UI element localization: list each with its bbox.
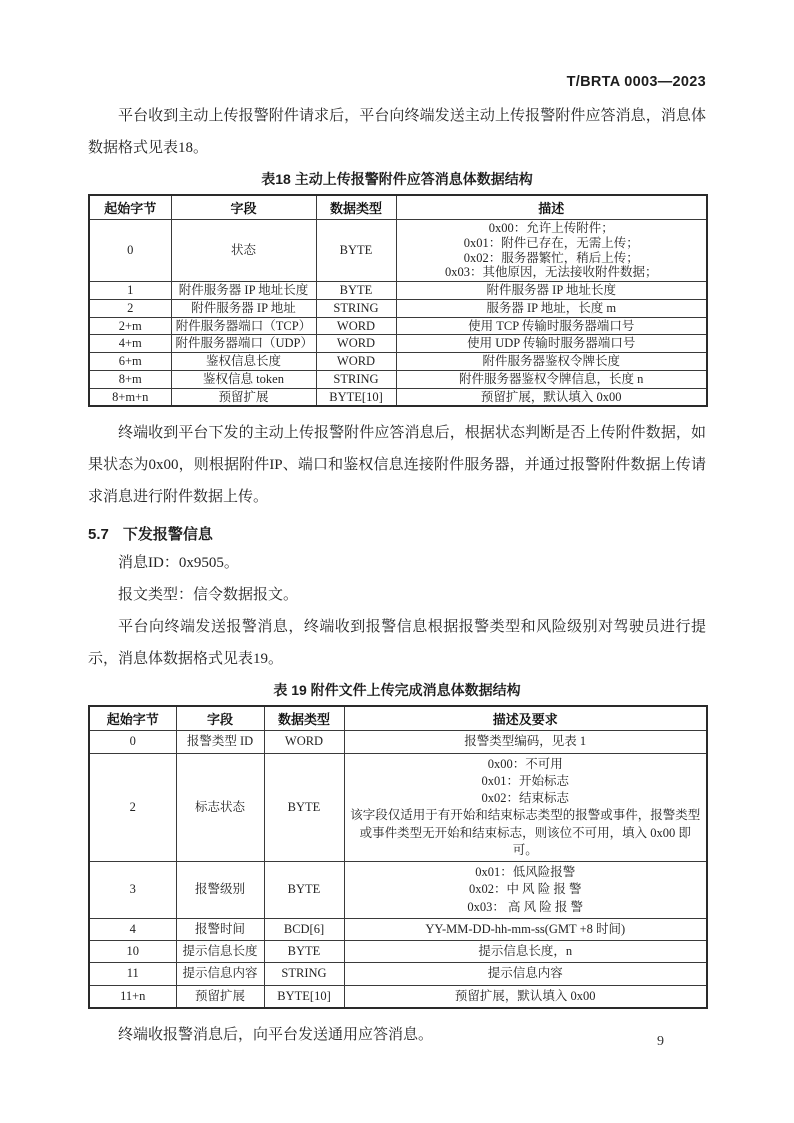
table-cell: 状态 bbox=[171, 220, 316, 282]
table-cell: 11+n bbox=[89, 985, 176, 1008]
table-row bbox=[89, 317, 707, 335]
table19 bbox=[88, 705, 708, 1009]
column-header-data-type: 数据类型 bbox=[316, 195, 396, 220]
column-header-start-byte: 起始字节 bbox=[89, 195, 171, 220]
table-cell: WORD bbox=[316, 317, 396, 335]
table-cell: 使用 TCP 传输时服务器端口号 bbox=[396, 317, 707, 335]
table-cell: 附件服务器鉴权令牌长度 bbox=[396, 353, 707, 371]
description-line: 0x01：附件已存在，无需上传； bbox=[463, 235, 639, 250]
table-cell: 8+m bbox=[89, 370, 171, 388]
table-cell: BYTE bbox=[316, 220, 396, 282]
table19-header-row bbox=[89, 706, 707, 731]
description-line: 0x01：低风险报警 bbox=[475, 865, 576, 879]
table19-caption: 表 19 附件文件上传完成消息体数据结构 bbox=[273, 682, 521, 699]
paragraph-intro: 平台收到主动上传报警附件请求后，平台向终端发送主动上传报警附件应答消息，消息体数据格式见表18。 bbox=[88, 108, 706, 156]
table-cell: 附件服务器 IP 地址长度 bbox=[171, 282, 316, 300]
table-cell: STRING bbox=[316, 370, 396, 388]
table-cell: 报警级别 bbox=[176, 862, 264, 919]
description-line: 0x00：允许上传附件； bbox=[488, 221, 614, 235]
table-cell: 附件服务器 IP 地址 bbox=[171, 299, 316, 317]
description-line: 0x02：服务器繁忙，稍后上传； bbox=[463, 250, 639, 265]
section-title: 下发报警信息 bbox=[122, 526, 213, 544]
table-row bbox=[89, 282, 707, 300]
page-number: 9 bbox=[657, 1034, 664, 1049]
table-cell: 提示信息内容 bbox=[176, 963, 264, 985]
table-cell: BYTE bbox=[316, 282, 396, 300]
table-cell: 鉴权信息 token bbox=[171, 370, 316, 388]
table-row bbox=[89, 370, 707, 388]
table-row bbox=[89, 353, 707, 371]
column-header-data-type: 数据类型 bbox=[264, 706, 344, 731]
column-header-start-byte: 起始字节 bbox=[89, 706, 176, 731]
table-cell: 报警类型 ID bbox=[176, 731, 264, 753]
table-row bbox=[89, 335, 707, 353]
table-cell bbox=[344, 862, 707, 919]
table-cell: 服务器 IP 地址，长度 m bbox=[396, 299, 707, 317]
table-cell: 使用 UDP 传输时服务器端口号 bbox=[396, 335, 707, 353]
table-cell: 预留扩展 bbox=[171, 388, 316, 406]
column-header-description: 描述 bbox=[396, 195, 707, 220]
section-number: 5.7 bbox=[88, 526, 109, 544]
paragraph-message-type: 报文类型：信令数据报文。 bbox=[118, 587, 299, 604]
table-cell: 11 bbox=[89, 963, 176, 985]
table-cell: 报警时间 bbox=[176, 918, 264, 940]
description-line: 该字段仅适用于有开始和结束标志类型的报警或事件，报警类型或事件类型无开始和结束标志，则该位不可用，填入 0x00 即可。 bbox=[350, 808, 701, 857]
table-row bbox=[89, 985, 707, 1008]
table-cell: 提示信息长度，n bbox=[344, 941, 707, 963]
table-cell: 2+m bbox=[89, 317, 171, 335]
table-row bbox=[89, 941, 707, 963]
table-row bbox=[89, 299, 707, 317]
table-cell: 1 bbox=[89, 282, 171, 300]
table-cell: 4 bbox=[89, 918, 176, 940]
table-row bbox=[89, 753, 707, 862]
table-cell: BYTE[10] bbox=[316, 388, 396, 406]
table-row bbox=[89, 918, 707, 940]
table-cell: 预留扩展 bbox=[176, 985, 264, 1008]
table-row bbox=[89, 388, 707, 406]
table-cell: 10 bbox=[89, 941, 176, 963]
table-cell bbox=[396, 220, 707, 282]
column-header-description-requirements: 描述及要求 bbox=[344, 706, 707, 731]
table-cell: STRING bbox=[316, 299, 396, 317]
table-cell: WORD bbox=[264, 731, 344, 753]
table-cell: 预留扩展，默认填入 0x00 bbox=[344, 985, 707, 1008]
table-cell: STRING bbox=[264, 963, 344, 985]
column-header-field: 字段 bbox=[176, 706, 264, 731]
table-cell: BCD[6] bbox=[264, 918, 344, 940]
table-cell: 3 bbox=[89, 862, 176, 919]
table18-caption: 表18 主动上传报警附件应答消息体数据结构 bbox=[261, 171, 533, 187]
table-cell: 提示信息长度 bbox=[176, 941, 264, 963]
column-header-field: 字段 bbox=[171, 195, 316, 220]
paragraph-after-table18: 终端收到平台下发的主动上传报警附件应答消息后，根据状态判断是否上传附件数据，如果状态为0x00，则根据附件IP、端口和鉴权信息连接附件服务器，并通过报警附件数据上传请求消息进行附件数据上传。 bbox=[88, 425, 706, 506]
table-row bbox=[89, 862, 707, 919]
table-cell: 预留扩展，默认填入 0x00 bbox=[396, 388, 707, 406]
description-line: 0x02：结束标志 bbox=[481, 791, 569, 805]
table-cell: BYTE bbox=[264, 862, 344, 919]
table-cell: 报警类型编码，见表 1 bbox=[344, 731, 707, 753]
table-cell: WORD bbox=[316, 335, 396, 353]
table-cell: 2 bbox=[89, 753, 176, 862]
paragraph-message-id: 消息ID：0x9505。 bbox=[118, 555, 239, 572]
table-row bbox=[89, 963, 707, 985]
table-cell: 标志状态 bbox=[176, 753, 264, 862]
table-cell bbox=[344, 753, 707, 862]
table-cell: 提示信息内容 bbox=[344, 963, 707, 985]
table-cell: YY-MM-DD-hh-mm-ss(GMT +8 时间) bbox=[344, 918, 707, 940]
table-cell: 8+m+n bbox=[89, 388, 171, 406]
doc-reference: T/BRTA 0003—2023 bbox=[566, 74, 706, 90]
description-line: 0x03： 高 风 险 报 警 bbox=[467, 899, 584, 914]
description-line: 0x01：开始标志 bbox=[481, 773, 569, 788]
table-cell: 附件服务器端口（UDP） bbox=[171, 335, 316, 353]
table-cell: 6+m bbox=[89, 353, 171, 371]
table-cell: BYTE bbox=[264, 753, 344, 862]
section-heading-5-7 bbox=[88, 523, 706, 547]
table18-header-row bbox=[89, 195, 707, 220]
table-row bbox=[89, 731, 707, 753]
table-cell: WORD bbox=[316, 353, 396, 371]
table-cell: BYTE[10] bbox=[264, 985, 344, 1008]
description-line: 0x00：不可用 bbox=[487, 756, 563, 771]
table-cell: 4+m bbox=[89, 335, 171, 353]
table-cell: BYTE bbox=[264, 941, 344, 963]
table-cell: 鉴权信息长度 bbox=[171, 353, 316, 371]
paragraph-closing: 终端收报警消息后，向平台发送通用应答消息。 bbox=[118, 1026, 434, 1043]
paragraph-send-alarm: 平台向终端发送报警消息，终端收到报警信息根据报警类型和风险级别对驾驶员进行提示，消息体数据格式见表19。 bbox=[88, 619, 706, 668]
table-cell: 0 bbox=[89, 731, 176, 753]
table-cell: 2 bbox=[89, 299, 171, 317]
table-cell: 附件服务器 IP 地址长度 bbox=[396, 282, 707, 300]
description-line: 0x03：其他原因，无法接收附件数据； bbox=[444, 265, 658, 280]
description-line: 0x02：中 风 险 报 警 bbox=[468, 882, 582, 897]
table-row bbox=[89, 220, 707, 282]
table-cell: 0 bbox=[89, 220, 171, 282]
table18 bbox=[88, 194, 708, 407]
table-cell: 附件服务器鉴权令牌信息，长度 n bbox=[396, 370, 707, 388]
table-cell: 附件服务器端口（TCP） bbox=[171, 317, 316, 335]
